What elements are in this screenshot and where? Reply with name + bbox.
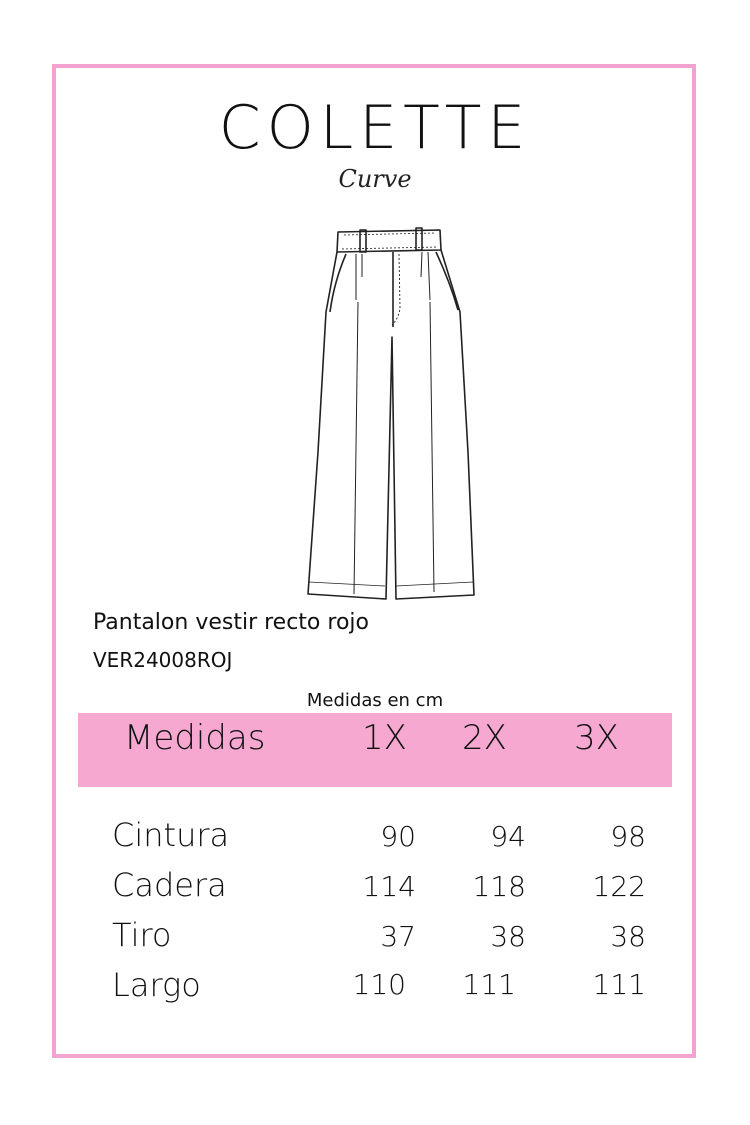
- value-tiro-3x: 38: [610, 920, 646, 953]
- product-name: Pantalon vestir recto rojo: [93, 610, 369, 635]
- value-cadera-3x: 122: [592, 870, 646, 903]
- header-size-3x: 3X: [574, 718, 619, 758]
- value-cintura-3x: 98: [610, 820, 646, 853]
- header-size-2x: 2X: [462, 718, 507, 758]
- header-label: Medidas: [124, 718, 266, 758]
- value-cintura-1x: 90: [380, 820, 416, 853]
- header-size-1x: 1X: [362, 718, 407, 758]
- value-largo-2x: 111: [462, 968, 516, 1001]
- brand-logo: COLETTE: [218, 93, 532, 163]
- value-cadera-2x: 118: [472, 870, 526, 903]
- row-label-cadera: Cadera: [112, 866, 227, 904]
- value-largo-1x: 110: [352, 968, 406, 1001]
- row-label-cintura: Cintura: [112, 816, 230, 854]
- value-cintura-2x: 94: [490, 820, 526, 853]
- pants-illustration: [300, 222, 490, 612]
- row-label-tiro: Tiro: [112, 916, 172, 954]
- value-tiro-2x: 38: [490, 920, 526, 953]
- value-tiro-1x: 37: [380, 920, 416, 953]
- brand-subline: Curve: [338, 165, 412, 193]
- row-label-largo: Largo: [112, 966, 201, 1004]
- value-largo-3x: 111: [592, 968, 646, 1001]
- product-code: VER24008ROJ: [93, 648, 233, 672]
- value-cadera-1x: 114: [362, 870, 416, 903]
- table-caption: Medidas en cm: [306, 690, 444, 711]
